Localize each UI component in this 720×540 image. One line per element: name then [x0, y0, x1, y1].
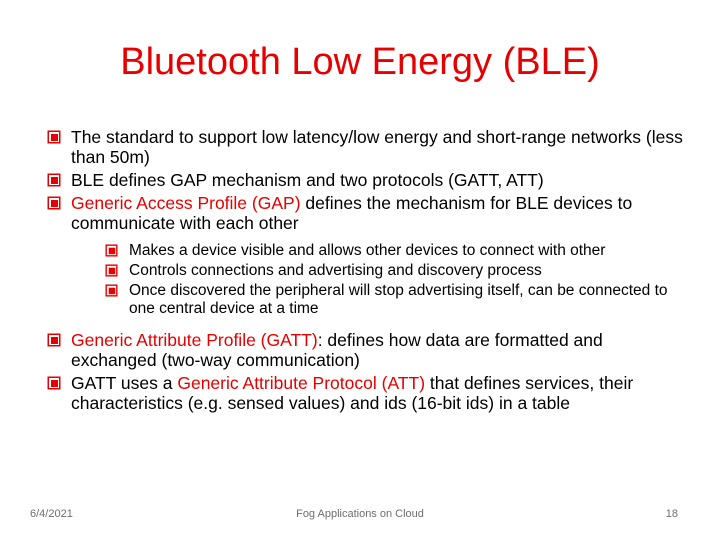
checkbox-bullet-icon — [47, 130, 61, 144]
footer-title: Fog Applications on Cloud — [296, 508, 424, 520]
sub-bullet-text: Controls connections and advertising and discovery process — [129, 262, 542, 279]
bullet-text-pre: GATT uses a — [71, 373, 178, 393]
att-term: Generic Attribute Protocol (ATT) — [177, 373, 426, 393]
bullet-item — [47, 193, 687, 233]
slide-title: Bluetooth Low Energy (BLE) — [120, 41, 600, 83]
bullet-text: The standard to support low latency/low energy and short-range networks (less than 50m) — [71, 127, 683, 167]
bullet-item — [47, 330, 687, 370]
sub-bullet-item — [105, 282, 687, 318]
bullet-item — [47, 170, 687, 190]
sub-bullet-text: Makes a device visible and allows other devices to connect with other — [129, 242, 606, 259]
page-number: 18 — [665, 508, 678, 520]
checkbox-bullet-icon — [47, 333, 61, 347]
bullet-text: : defines how data are formatted and exchanged (two-way communication) — [71, 330, 603, 370]
checkbox-bullet-icon — [105, 284, 118, 297]
bullet-item — [47, 127, 687, 167]
footer-date: 6/4/2021 — [30, 508, 73, 520]
sub-bullet-text: Once discovered the peripheral will stop advertising itself, can be connected to one central device at a time — [129, 282, 668, 317]
gatt-term: Generic Attribute Profile (GATT) — [71, 330, 318, 350]
bullet-item — [47, 373, 687, 413]
gap-term: Generic Access Profile (GAP) — [71, 193, 301, 213]
bullet-text: defines the mechanism for BLE devices to communicate with each other — [71, 193, 633, 233]
sub-bullet-item — [105, 242, 687, 260]
checkbox-bullet-icon — [105, 244, 118, 257]
bullet-text: that defines services, their characteristics (e.g. sensed values) and ids (16-bit ids) in a table — [71, 373, 634, 413]
bullet-text: BLE defines GAP mechanism and two protocols (GATT, ATT) — [71, 170, 544, 190]
checkbox-bullet-icon — [47, 376, 61, 390]
sub-bullet-item — [105, 262, 687, 280]
checkbox-bullet-icon — [105, 264, 118, 277]
checkbox-bullet-icon — [47, 196, 61, 210]
slide-content — [47, 127, 687, 416]
checkbox-bullet-icon — [47, 173, 61, 187]
